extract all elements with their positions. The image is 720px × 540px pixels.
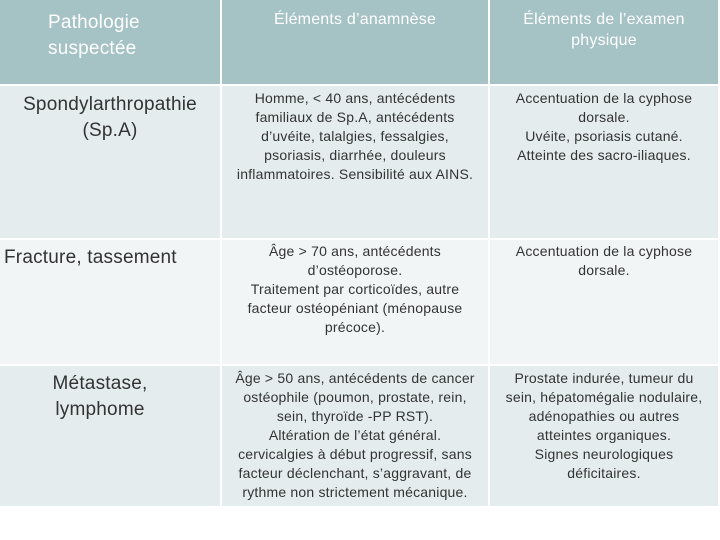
table-header-row <box>0 0 720 86</box>
header-anamnesis-label: Éléments d’anamnèse <box>273 11 437 28</box>
exam-text: Prostate indurée, tumeur du sein, hépatomégalie nodulaire, adénopathies ou autres atteintes organiques. Signes neurologiques déficitaires. <box>505 370 703 481</box>
anamnesis-text: Homme, < 40 ans, antécédents familiaux de Sp.A, antécédents d’uvéite, talalgies, fessalgies, psoriasis, diarrhée, douleurs inflammatoires. Sensibilité aux AINS. <box>236 90 474 182</box>
header-exam-label: Éléments de l’examen physique <box>523 11 685 49</box>
exam-text: Accentuation de la cyphose dorsale. <box>515 243 693 278</box>
table-row <box>0 86 720 240</box>
pathology-cell <box>0 86 222 240</box>
header-exam <box>490 0 720 86</box>
table-row <box>0 366 720 508</box>
exam-cell <box>490 366 720 508</box>
exam-cell <box>490 240 720 366</box>
anamnesis-cell <box>222 366 490 508</box>
anamnesis-cell <box>222 240 490 366</box>
pathology-label: Fracture, tassement <box>4 247 177 268</box>
exam-text: Accentuation de la cyphose dorsale. Uvéite, psoriasis cutané. Atteinte des sacro-iliaques. <box>515 90 693 163</box>
header-anamnesis <box>222 0 490 86</box>
pathology-label: Spondylarthropathie (Sp.A) <box>23 94 197 141</box>
pathology-cell <box>0 366 222 508</box>
anamnesis-text: Âge > 70 ans, antécédents d’ostéoporose. Traitement par corticoïdes, autre facteur ostéopéniant (ménopause précoce). <box>247 243 463 335</box>
table-row <box>0 240 720 366</box>
pathology-cell <box>0 240 222 366</box>
anamnesis-cell <box>222 86 490 240</box>
exam-cell <box>490 86 720 240</box>
anamnesis-text: Âge > 50 ans, antécédents de cancer ostéophile (poumon, prostate, rein, sein, thyroïde -PP RST). Altération de l’état général. cervicalgies à début progressif, sans facteur déclenchant, s’aggravant, de rythme non strictement mécanique. <box>235 370 475 500</box>
pathology-label: Métastase, lymphome <box>52 373 148 420</box>
header-pathology-label: Pathologie suspectée <box>48 12 140 59</box>
header-pathology <box>0 0 222 86</box>
